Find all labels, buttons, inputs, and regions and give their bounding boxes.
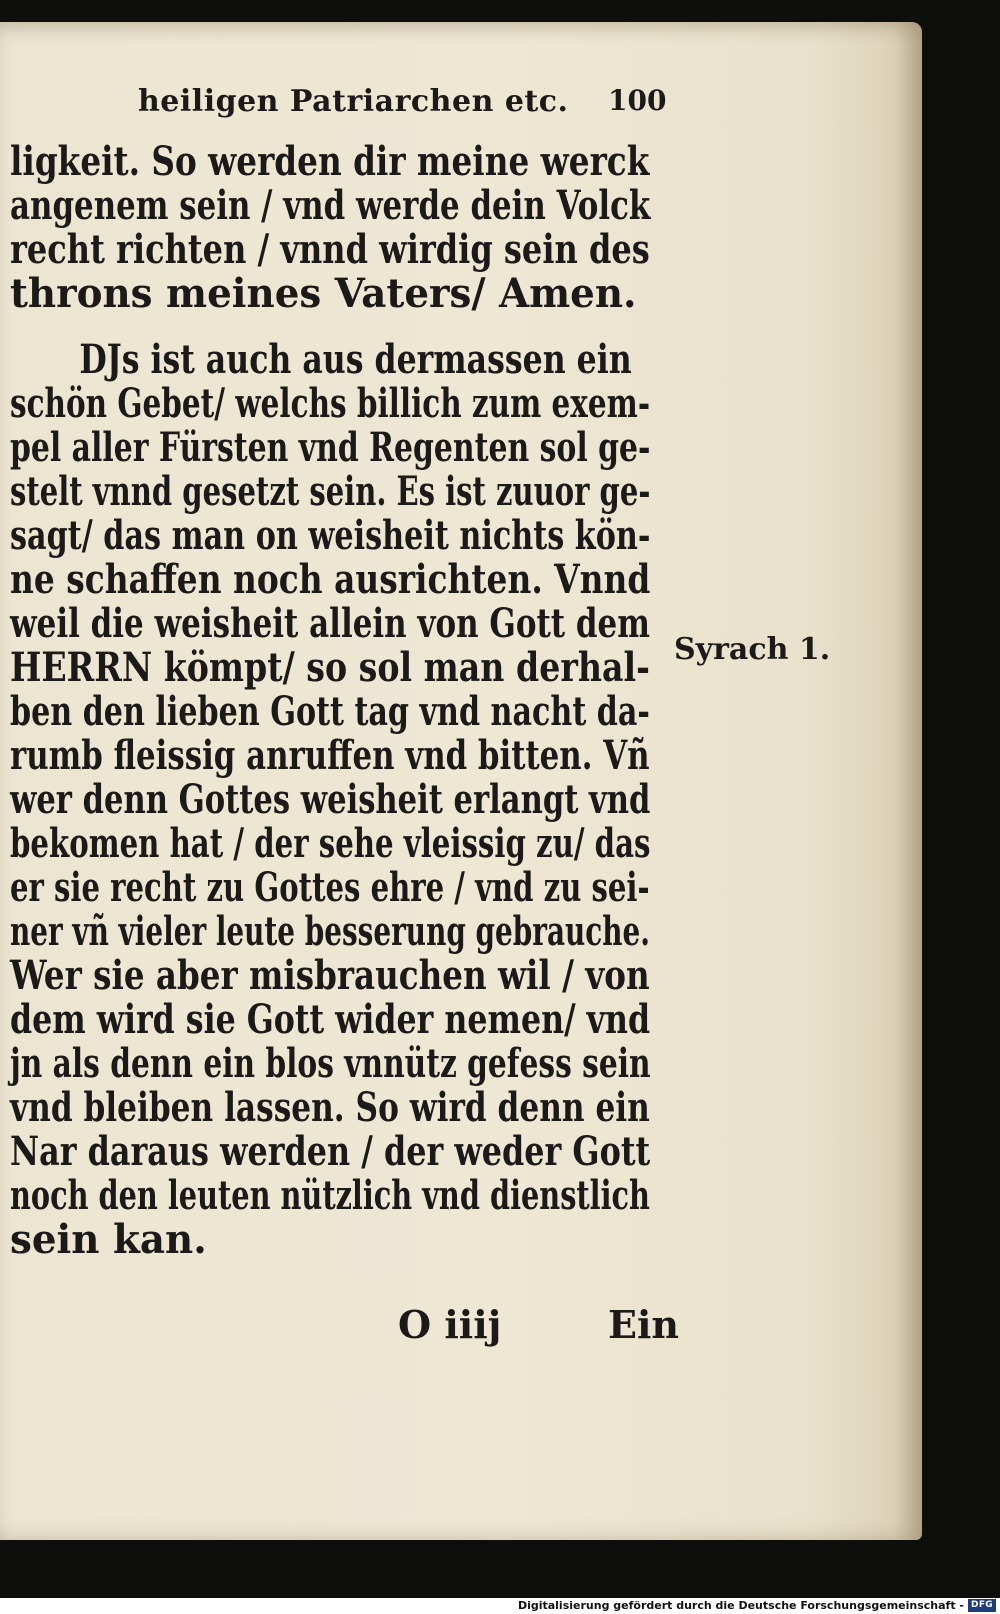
text-line: dem wird sie Gott wider nemen/ vnd bbox=[10, 996, 651, 1043]
text-line: recht richten / vnnd wirdig sein des bbox=[10, 226, 650, 273]
text-line: ligkeit. So werden dir meine werck bbox=[10, 138, 650, 185]
text-line: bekomen hat / der sehe vleissig zu/ das bbox=[10, 820, 651, 867]
text-line: rumb fleissig anruffen vnd bitten. Vñ bbox=[10, 732, 650, 779]
running-head: heiligen Patriarchen etc. bbox=[138, 84, 569, 119]
text-line: weil die weisheit allein von Gott dem bbox=[10, 600, 650, 647]
text-line: ne schaffen noch ausrichten. Vnnd bbox=[10, 556, 651, 603]
text-line: throns meines Vaters/ Amen. bbox=[10, 270, 637, 317]
text-line: sagt/ das man on weisheit nichts kön- bbox=[10, 512, 651, 559]
page-number: 100 bbox=[608, 84, 667, 117]
dfg-logo-icon: DFG bbox=[968, 1599, 996, 1612]
text-line: Nar daraus werden / der weder Gott bbox=[10, 1128, 651, 1175]
text-line: schön Gebet/ welchs billich zum exem- bbox=[10, 380, 651, 427]
text-line: sein kan. bbox=[10, 1216, 207, 1263]
text-line: wer denn Gottes weisheit erlangt vnd bbox=[10, 776, 651, 823]
text-line: DJs ist auch aus dermassen ein bbox=[79, 336, 632, 383]
paragraph-gap bbox=[10, 316, 670, 338]
text-line: er sie recht zu Gottes ehre / vnd zu sei- bbox=[10, 864, 650, 911]
text-line: ben den lieben Gott tag vnd nacht da- bbox=[10, 688, 650, 735]
text-line: vnd bleiben lassen. So wird denn ein bbox=[10, 1084, 650, 1131]
text-line: jn als denn ein blos vnnütz gefess sein bbox=[10, 1040, 651, 1087]
signature-mark: O iiij bbox=[398, 1302, 502, 1347]
text-line: pel aller Fürsten vnd Regenten sol ge- bbox=[10, 424, 651, 471]
text-line: stelt vnnd gesetzt sein. Es ist zuuor ge- bbox=[10, 468, 651, 515]
body-text bbox=[10, 140, 670, 1262]
text-line: HERRN kömpt/ so sol man derhal- bbox=[10, 644, 650, 691]
text-line: ner vñ vieler leute besserung gebrauche. bbox=[10, 908, 650, 955]
text-line: noch den leuten nützlich vnd dienstlich bbox=[10, 1172, 650, 1219]
marginal-note: Syrach 1. bbox=[674, 632, 831, 667]
text-line: Wer sie aber misbrauchen wil / von bbox=[10, 952, 650, 999]
catchword: Ein bbox=[608, 1302, 680, 1347]
funding-credit: Digitalisierung gefördert durch die Deutsche Forschungsgemeinschaft - bbox=[517, 1599, 964, 1612]
text-line: angenem sein / vnd werde dein Volck bbox=[10, 182, 651, 229]
